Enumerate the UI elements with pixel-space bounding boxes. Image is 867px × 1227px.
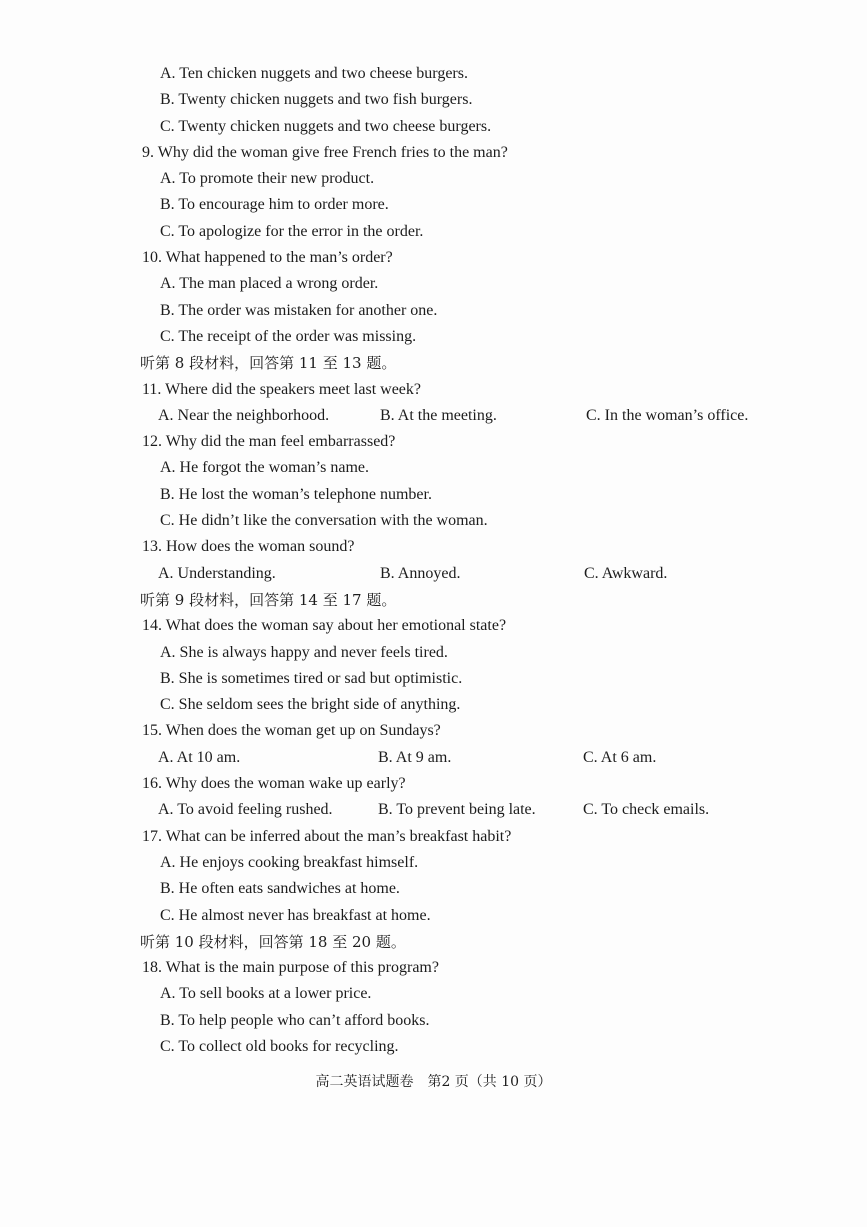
question-stem: 11. Where did the speakers meet last week? <box>142 380 421 398</box>
answer-option: C. Awkward. <box>584 564 668 582</box>
answer-option: B. The order was mistaken for another one. <box>160 301 438 319</box>
option-row <box>0 561 867 587</box>
question-stem: 10. What happened to the man’s order? <box>142 249 393 267</box>
answer-option: A. To avoid feeling rushed. <box>158 801 333 819</box>
answer-option: C. To check emails. <box>583 801 710 819</box>
question-stem: 9. Why did the woman give free French fries to the man? <box>142 143 508 161</box>
option-row <box>0 403 867 429</box>
section-instruction: 听第 10 段材料，回答第 18 至 20 题。 <box>140 932 406 951</box>
question-stem: 17. What can be inferred about the man’s breakfast habit? <box>142 827 512 845</box>
answer-option: B. He lost the woman’s telephone number. <box>160 485 432 503</box>
question-stem: 15. When does the woman get up on Sundays? <box>142 722 441 740</box>
answer-option: B. She is sometimes tired or sad but optimistic. <box>160 669 463 687</box>
answer-option: A. At 10 am. <box>158 748 241 766</box>
answer-option: C. He almost never has breakfast at home. <box>160 906 431 924</box>
answer-option: C. In the woman’s office. <box>586 406 749 424</box>
answer-option: B. Twenty chicken nuggets and two fish burgers. <box>160 91 473 109</box>
option-row <box>0 797 867 823</box>
answer-option: C. Twenty chicken nuggets and two cheese burgers. <box>160 117 492 135</box>
answer-option: A. He forgot the woman’s name. <box>160 459 369 477</box>
answer-option: A. Understanding. <box>158 564 276 582</box>
question-stem: 18. What is the main purpose of this program? <box>142 959 439 977</box>
question-stem: 16. Why does the woman wake up early? <box>142 775 406 793</box>
option-row <box>0 745 867 771</box>
answer-option: B. To encourage him to order more. <box>160 196 389 214</box>
answer-option: C. She seldom sees the bright side of anything. <box>160 696 461 714</box>
answer-option: A. To sell books at a lower price. <box>160 985 372 1003</box>
answer-option: B. To prevent being late. <box>378 801 536 819</box>
answer-option: C. To apologize for the error in the order. <box>160 222 424 240</box>
answer-option: C. To collect old books for recycling. <box>160 1037 399 1055</box>
answer-option: C. The receipt of the order was missing. <box>160 327 417 345</box>
question-stem: 14. What does the woman say about her emotional state? <box>142 617 507 635</box>
page-footer: 高二英语试题卷 第2 页（共 10 页） <box>315 1074 552 1090</box>
answer-option: A. Ten chicken nuggets and two cheese burgers. <box>160 65 468 82</box>
answer-option: A. She is always happy and never feels tired. <box>160 643 448 661</box>
answer-option: A. Near the neighborhood. <box>158 406 330 424</box>
question-stem: 13. How does the woman sound? <box>142 538 355 556</box>
answer-option: A. He enjoys cooking breakfast himself. <box>160 853 419 871</box>
answer-option: B. At 9 am. <box>378 748 452 766</box>
answer-option: A. To promote their new product. <box>160 170 375 188</box>
question-stem: 12. Why did the man feel embarrassed? <box>142 433 396 451</box>
answer-option: B. Annoyed. <box>380 564 461 582</box>
answer-option: C. He didn’t like the conversation with the woman. <box>160 512 488 530</box>
question-list <box>0 61 867 1060</box>
section-instruction: 听第 9 段材料，回答第 14 至 17 题。 <box>140 590 397 609</box>
answer-option: A. The man placed a wrong order. <box>160 275 379 293</box>
answer-option: C. At 6 am. <box>583 748 657 766</box>
answer-option: B. To help people who can’t afford books. <box>160 1011 430 1029</box>
answer-option: B. He often eats sandwiches at home. <box>160 880 400 898</box>
section-instruction: 听第 8 段材料，回答第 11 至 13 题。 <box>140 354 397 373</box>
answer-option: B. At the meeting. <box>380 406 497 424</box>
